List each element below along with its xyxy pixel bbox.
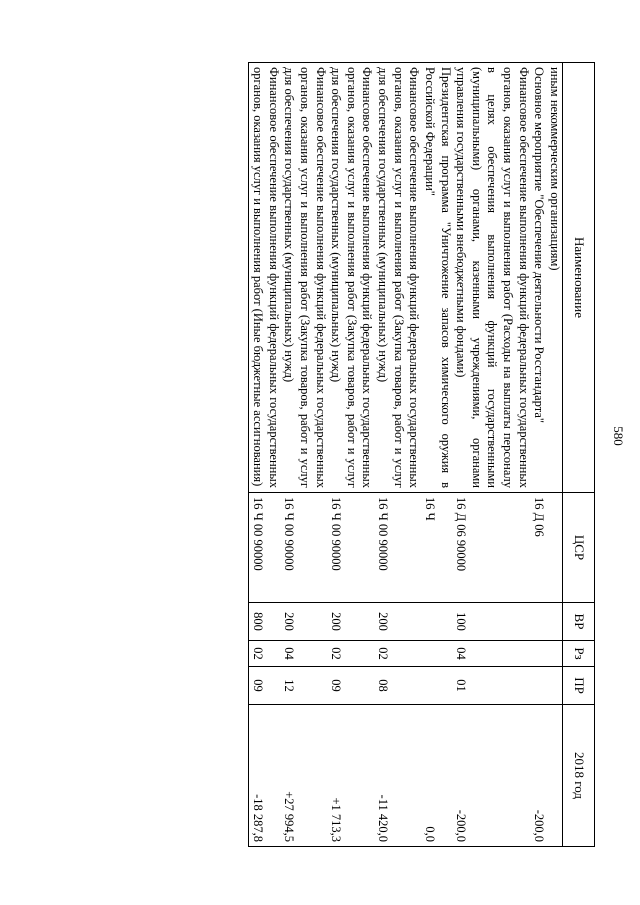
row-vr: 100 — [453, 603, 531, 641]
row-value: -18 287,8 — [249, 705, 281, 847]
row-value: -200,0 — [453, 705, 531, 847]
row-rz: 02 — [328, 641, 375, 667]
row-name: Финансовое обеспечение выполнения функций федеральных государственных органов, оказания услуг и выполнения работ (Иные бюджетные ассигнования) — [249, 63, 281, 493]
row-pr: 08 — [375, 667, 422, 705]
row-csr: 16 Ч — [421, 493, 452, 603]
table-row — [531, 63, 547, 847]
row-value: 0,0 — [421, 705, 452, 847]
header-name: Наименование — [563, 63, 595, 493]
header-csr: ЦСР — [563, 493, 595, 603]
row-value: -200,0 — [531, 705, 547, 847]
row-vr — [546, 603, 562, 641]
row-vr: 200 — [328, 603, 375, 641]
row-name: Президентская программа "Уничтожение запасов химического оружия в Российской Федерации" — [421, 63, 452, 493]
row-pr: 12 — [281, 667, 328, 705]
row-csr: 16 Ч 00 90000 — [249, 493, 281, 603]
header-vr: ВР — [563, 603, 595, 641]
row-rz — [546, 641, 562, 667]
row-name: Финансовое обеспечение выполнения функций федеральных государственных органов, оказания услуг и выполнения работ (Закупка товаров, работ и услуг для обеспечения государственных (муниципальных) нужд) — [375, 63, 422, 493]
row-name: Финансовое обеспечение выполнения функций федеральных государственных органов, оказания услуг и выполнения работ (Закупка товаров, работ и услуг для обеспечения государственных (муниципальных) нужд) — [281, 63, 328, 493]
row-name: Финансовое обеспечение выполнения функций федеральных государственных органов, оказания услуг и выполнения работ (Закупка товаров, работ и услуг для обеспечения государственных (муниципальных) нужд) — [328, 63, 375, 493]
row-csr: 16 Ч 00 90000 — [281, 493, 328, 603]
table-row — [281, 63, 328, 847]
row-csr: 16 Ч 00 90000 — [375, 493, 422, 603]
row-rz: 02 — [249, 641, 281, 667]
table-row — [546, 63, 562, 847]
row-pr — [546, 667, 562, 705]
row-vr: 200 — [281, 603, 328, 641]
table-row — [375, 63, 422, 847]
row-csr — [546, 493, 562, 603]
row-vr: 800 — [249, 603, 281, 641]
budget-table-frame — [50, 62, 595, 846]
row-pr — [421, 667, 452, 705]
rotated-page-content — [50, 62, 595, 846]
row-csr: 16 Д 06 90000 — [453, 493, 531, 603]
row-rz: 02 — [375, 641, 422, 667]
table-row — [249, 63, 281, 847]
row-vr — [421, 603, 452, 641]
row-rz: 04 — [281, 641, 328, 667]
table-header-row — [563, 63, 595, 847]
row-value: +27 994,5 — [281, 705, 328, 847]
row-vr: 200 — [375, 603, 422, 641]
row-csr: 16 Ч 00 90000 — [328, 493, 375, 603]
header-rz: Рз — [563, 641, 595, 667]
row-rz — [531, 641, 547, 667]
table-row — [421, 63, 452, 847]
row-csr: 16 Д 06 — [531, 493, 547, 603]
row-pr — [531, 667, 547, 705]
row-rz: 04 — [453, 641, 531, 667]
row-pr: 01 — [453, 667, 531, 705]
header-year: 2018 год — [563, 705, 595, 847]
table-row — [453, 63, 531, 847]
row-value: -11 420,0 — [375, 705, 422, 847]
budget-table — [249, 62, 596, 847]
table-row — [328, 63, 375, 847]
row-name: Основное мероприятие "Обеспечение деятельности Росстандарта" — [531, 63, 547, 493]
row-name: Финансовое обеспечение выполнения функций федеральных государственных органов, оказания услуг и выполнения работ (Расходы на выплаты персоналу в целях обеспечения выполнения функций государственными (муниципальными) органами, казенными учреждениями, органами управления государственными внебюджетными фондами) — [453, 63, 531, 493]
row-value: +1 713,3 — [328, 705, 375, 847]
row-pr: 09 — [328, 667, 375, 705]
row-name: иным некоммерческим организациям) — [546, 63, 562, 493]
row-vr — [531, 603, 547, 641]
page-number: 580 — [611, 426, 626, 446]
row-pr: 09 — [249, 667, 281, 705]
row-value — [546, 705, 562, 847]
row-rz — [421, 641, 452, 667]
header-pr: ПР — [563, 667, 595, 705]
